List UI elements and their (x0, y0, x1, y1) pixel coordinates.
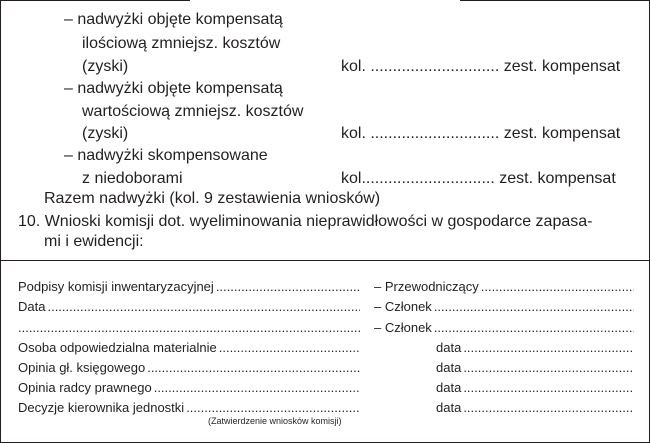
signature-row (18, 338, 638, 357)
field-label: data (436, 400, 462, 415)
dotted-fill (47, 297, 360, 316)
field-label: data (436, 340, 462, 355)
text-line: z niedoborami (82, 170, 183, 187)
dotted-fill (186, 398, 360, 417)
dotted-fill (434, 318, 634, 337)
text-line: ilościową zmniejsz. kosztów (82, 35, 281, 52)
field-label: Opinia radcy prawnego (18, 380, 152, 395)
approval-caption: (Zatwierdzenie wniosków komisji) (208, 416, 342, 426)
dotted-fill (219, 338, 360, 357)
frame-top-right-border (460, 0, 650, 1)
field-label: Decyzje kierownika jednostki (18, 400, 185, 415)
dotted-fill (147, 358, 360, 377)
signature-row (18, 398, 638, 417)
signature-row (18, 277, 638, 296)
field-label: data (436, 360, 462, 375)
item-10-line-2: mi i ewidencji: (44, 233, 144, 250)
dotted-fill (463, 378, 634, 397)
frame-left-border (0, 0, 1, 443)
dotted-fill (481, 277, 634, 296)
frame-top-left-border (0, 0, 190, 1)
dotted-fill (463, 358, 634, 377)
text-line: wartościową zmniejsz. kosztów (82, 103, 304, 120)
field-label: – Członek (374, 320, 432, 335)
razem-line: Razem nadwyżki (kol. 9 zestawienia wniosków) (44, 190, 381, 207)
text-line: (zyski) (82, 125, 129, 142)
dotted-fill (154, 378, 360, 397)
kol-line: kol. ............................. zest. kompensat (341, 125, 621, 142)
section-separator (0, 260, 650, 261)
field-label: Opinia gł. księgowego (18, 360, 146, 375)
text-line: (zyski) (82, 58, 129, 75)
field-label: – Członek (374, 299, 432, 314)
dotted-fill (18, 318, 360, 337)
text-line: – nadwyżki skompensowane (64, 147, 268, 164)
dotted-fill (463, 338, 634, 357)
dotted-fill (434, 297, 634, 316)
field-label: Osoba odpowiedzialna materialnie (18, 340, 217, 355)
text-line: – nadwyżki objęte kompensatą (64, 11, 283, 28)
field-label: data (436, 380, 462, 395)
field-label: – Przewodniczący (374, 279, 479, 294)
kol-line: kol. ............................. zest. kompensat (341, 58, 621, 75)
item-10-line-1: 10. Wnioski komisji dot. wyeliminowania nieprawidłowości w gospodarce zapasa- (18, 213, 593, 230)
field-label: Data (18, 299, 46, 314)
dotted-fill (463, 398, 634, 417)
signature-row (18, 318, 638, 337)
signature-row (18, 378, 638, 397)
field-label: Podpisy komisji inwentaryzacyjnej (18, 279, 214, 294)
text-line: – nadwyżki objęte kompensatą (64, 80, 283, 97)
signature-row (18, 297, 638, 316)
dotted-fill (216, 277, 360, 296)
kol-line: kol.............................. zest. kompensat (341, 170, 616, 187)
signature-row (18, 358, 638, 377)
